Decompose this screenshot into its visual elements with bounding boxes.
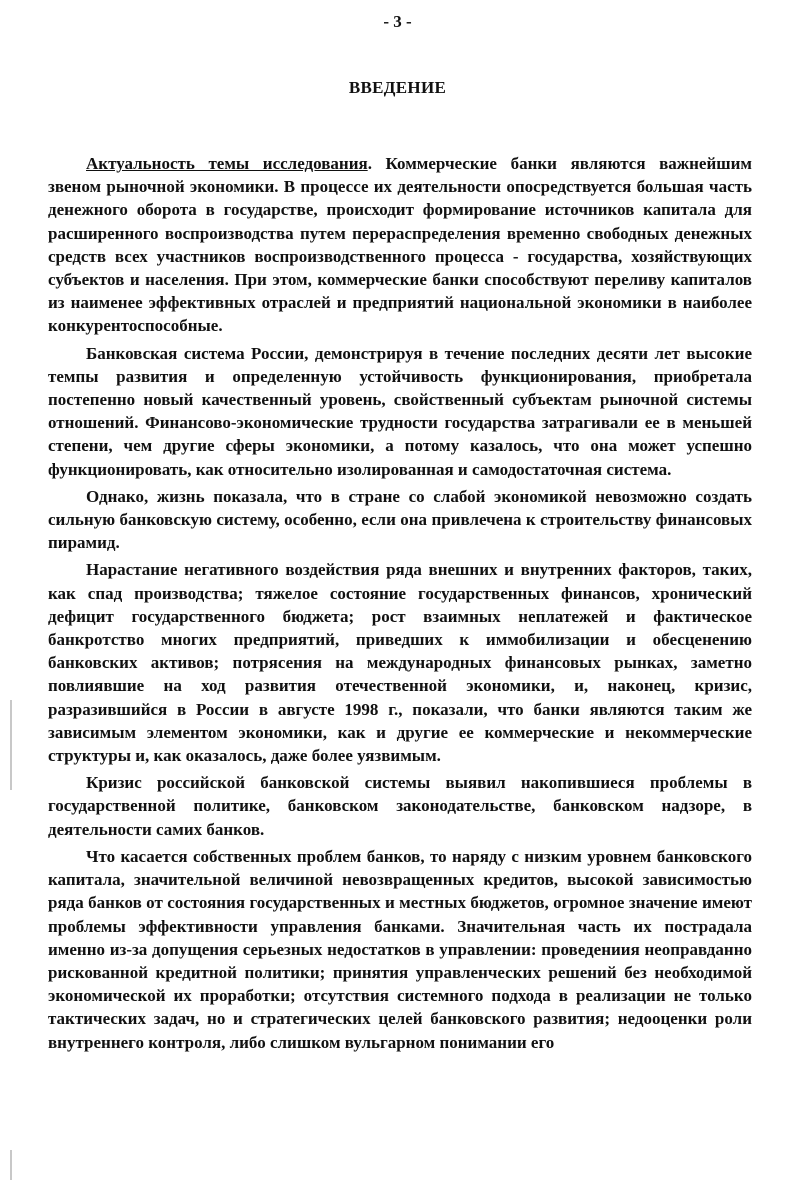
paragraph-weak-economy: Однако, жизнь показала, что в стране со слабой экономикой невозможно создать сильную банковскую систему, особенно, если она привлечена к строительству финансовых пирамид. [48,486,752,553]
scan-artifact-line [10,1150,12,1180]
page-title: ВВЕДЕНИЕ [348,78,447,97]
scan-artifact-line [10,700,12,790]
paragraph-banking-system: Банковская система России, демонстрируя в течение последних десяти лет высокие темпы развития и определенную устойчивость функционирования, приобретала постепенно новый качественный уровень, свойственный субъектам рыночной системы отношений. Финансово-экономические трудности государства затрагивали ее в меньшей степени, чем другие сферы экономики, а потому казалось, что она может успешно функционировать, как относительно изолированная и самодостаточная система. [48,343,752,479]
paragraph-lead-heading: Актуальность темы исследования [86,154,368,173]
paragraph-crisis: Кризис российской банковской системы выявил накопившиеся проблемы в государственной политике, банковском законодательстве, банковском надзоре, в деятельности самих банков. [48,773,752,839]
paragraph-relevance [48,152,752,338]
paragraph-negative-factors: Нарастание негативного воздействия ряда внешних и внутренних факторов, таких, как спад производства; тяжелое состояние государственных финансов, хронический дефицит государственного бюджета; рост взаимных неплатежей и фактическое банкротство многих предприятий, приведших к иммобилизации и обесценению банковских активов; потрясения на международных финансовых рынках, заметно повлиявшие на ход развития отечественной экономики, и, наконец, кризис, разразившийся в России в августе 1998 г., показали, что банки являются таким же зависимым элементом экономики, как и другие ее коммерческие и некоммерческие структуры и, как оказалось, даже более уязвимым. [48,560,752,766]
paragraph-own-problems: Что касается собственных проблем банков, то наряду с низким уровнем банковского капитала, значительной величиной невозвращенных кредитов, высокой зависимостью ряда банков от состояния государственных и местных бюджетов, огромное значение имеют проблемы эффективности управления банками. Значительная часть их пострадала именно из-за допущения серьезных недостатков в управлении: проведениия неоправданно рискованной кредитной политики; принятия управленческих решений без необходимой экономической их проработки; отсутствия системного подхода в реализации не только тактических задач, но и стратегических целей банковского развития; недооценки роли внутреннего контроля, либо слишком вульгарном понимании его [48,846,752,1052]
page-number: - 3 - [383,12,412,31]
paragraph-text: . Коммерческие банки являются важнейшим звеном рыночной экономики. В процессе их деятельности опосредствуется большая часть денежного оборота в государстве, происходит формирование источников капитала для расширенного воспроизводства путем перераспределения временно свободных денежных средств всех участников воспроизводственного процесса - государства, хозяйствующих субъектов и населения. При этом, коммерческие банки способствуют переливу капиталов из наименее эффективных отраслей и предприятий национальной экономики в наиболее конкурентоспособные. [48,154,752,336]
body-text [48,152,752,1058]
